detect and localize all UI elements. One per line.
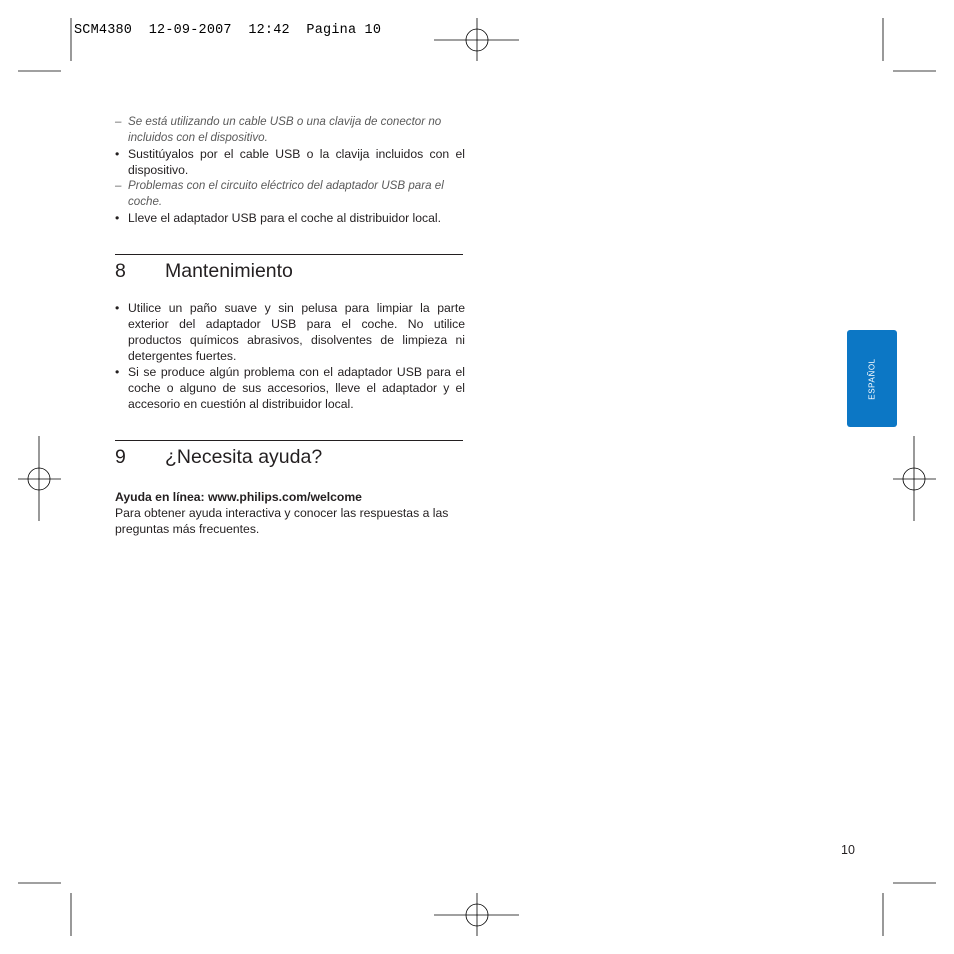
maintenance-text-2: Si se produce algún problema con el adaptador USB para el coche o alguno de sus accesorios, lleve el adaptador y el accesorio en cuestión al distribuidor local. [128,365,465,411]
cause-note-2 [115,178,465,210]
online-help-block [115,489,465,537]
maintenance-text-1: Utilice un paño suave y sin pelusa para limpiar la parte exterior del adaptador USB para el coche. No utilice productos químicos abrasivos, disolventes de limpieza ni detergentes fuertes. [128,301,465,363]
cause-text-2: Problemas con el circuito eléctrico del adaptador USB para el coche. [128,179,444,208]
section-number: 9 [115,446,126,468]
dash-marker: – [115,179,122,192]
page-number: 10 [841,843,855,857]
section-heading-help [115,440,463,469]
language-tab-label: ESPAÑOL [867,357,877,400]
solution-text-2: Lleve el adaptador USB para el coche al distribuidor local. [128,211,441,225]
dash-marker: – [115,115,122,128]
online-help-text: Para obtener ayuda interactiva y conocer las respuestas a las preguntas más frecuentes. [115,506,449,536]
bullet-marker: • [115,211,120,225]
solution-text-1: Sustitúyalos por el cable USB o la clavija incluidos con el dispositivo. [128,147,465,177]
section-number: 8 [115,260,126,282]
print-header: SCM4380 12-09-2007 12:42 Pagina 10 [74,23,382,38]
section-title: Mantenimiento [165,260,293,282]
registration-mark-left [18,436,61,521]
bullet-marker: • [115,147,120,161]
registration-mark-right [893,436,936,521]
page-content [115,114,465,537]
solution-item-1 [115,146,465,178]
section-title: ¿Necesita ayuda? [165,446,323,468]
bullet-marker: • [115,301,120,315]
registration-mark-top [434,18,519,61]
maintenance-item-1 [115,300,465,364]
bullet-marker: • [115,365,120,379]
language-tab [847,330,897,427]
solution-item-2 [115,210,465,226]
registration-mark-bottom [434,893,519,936]
section-heading-maintenance [115,254,463,283]
online-help-label: Ayuda en línea: www.philips.com/welcome [115,490,362,504]
cause-note-1 [115,114,465,146]
maintenance-item-2 [115,364,465,412]
cause-text-1: Se está utilizando un cable USB o una clavija de conector no incluidos con el dispositivo. [128,115,442,144]
